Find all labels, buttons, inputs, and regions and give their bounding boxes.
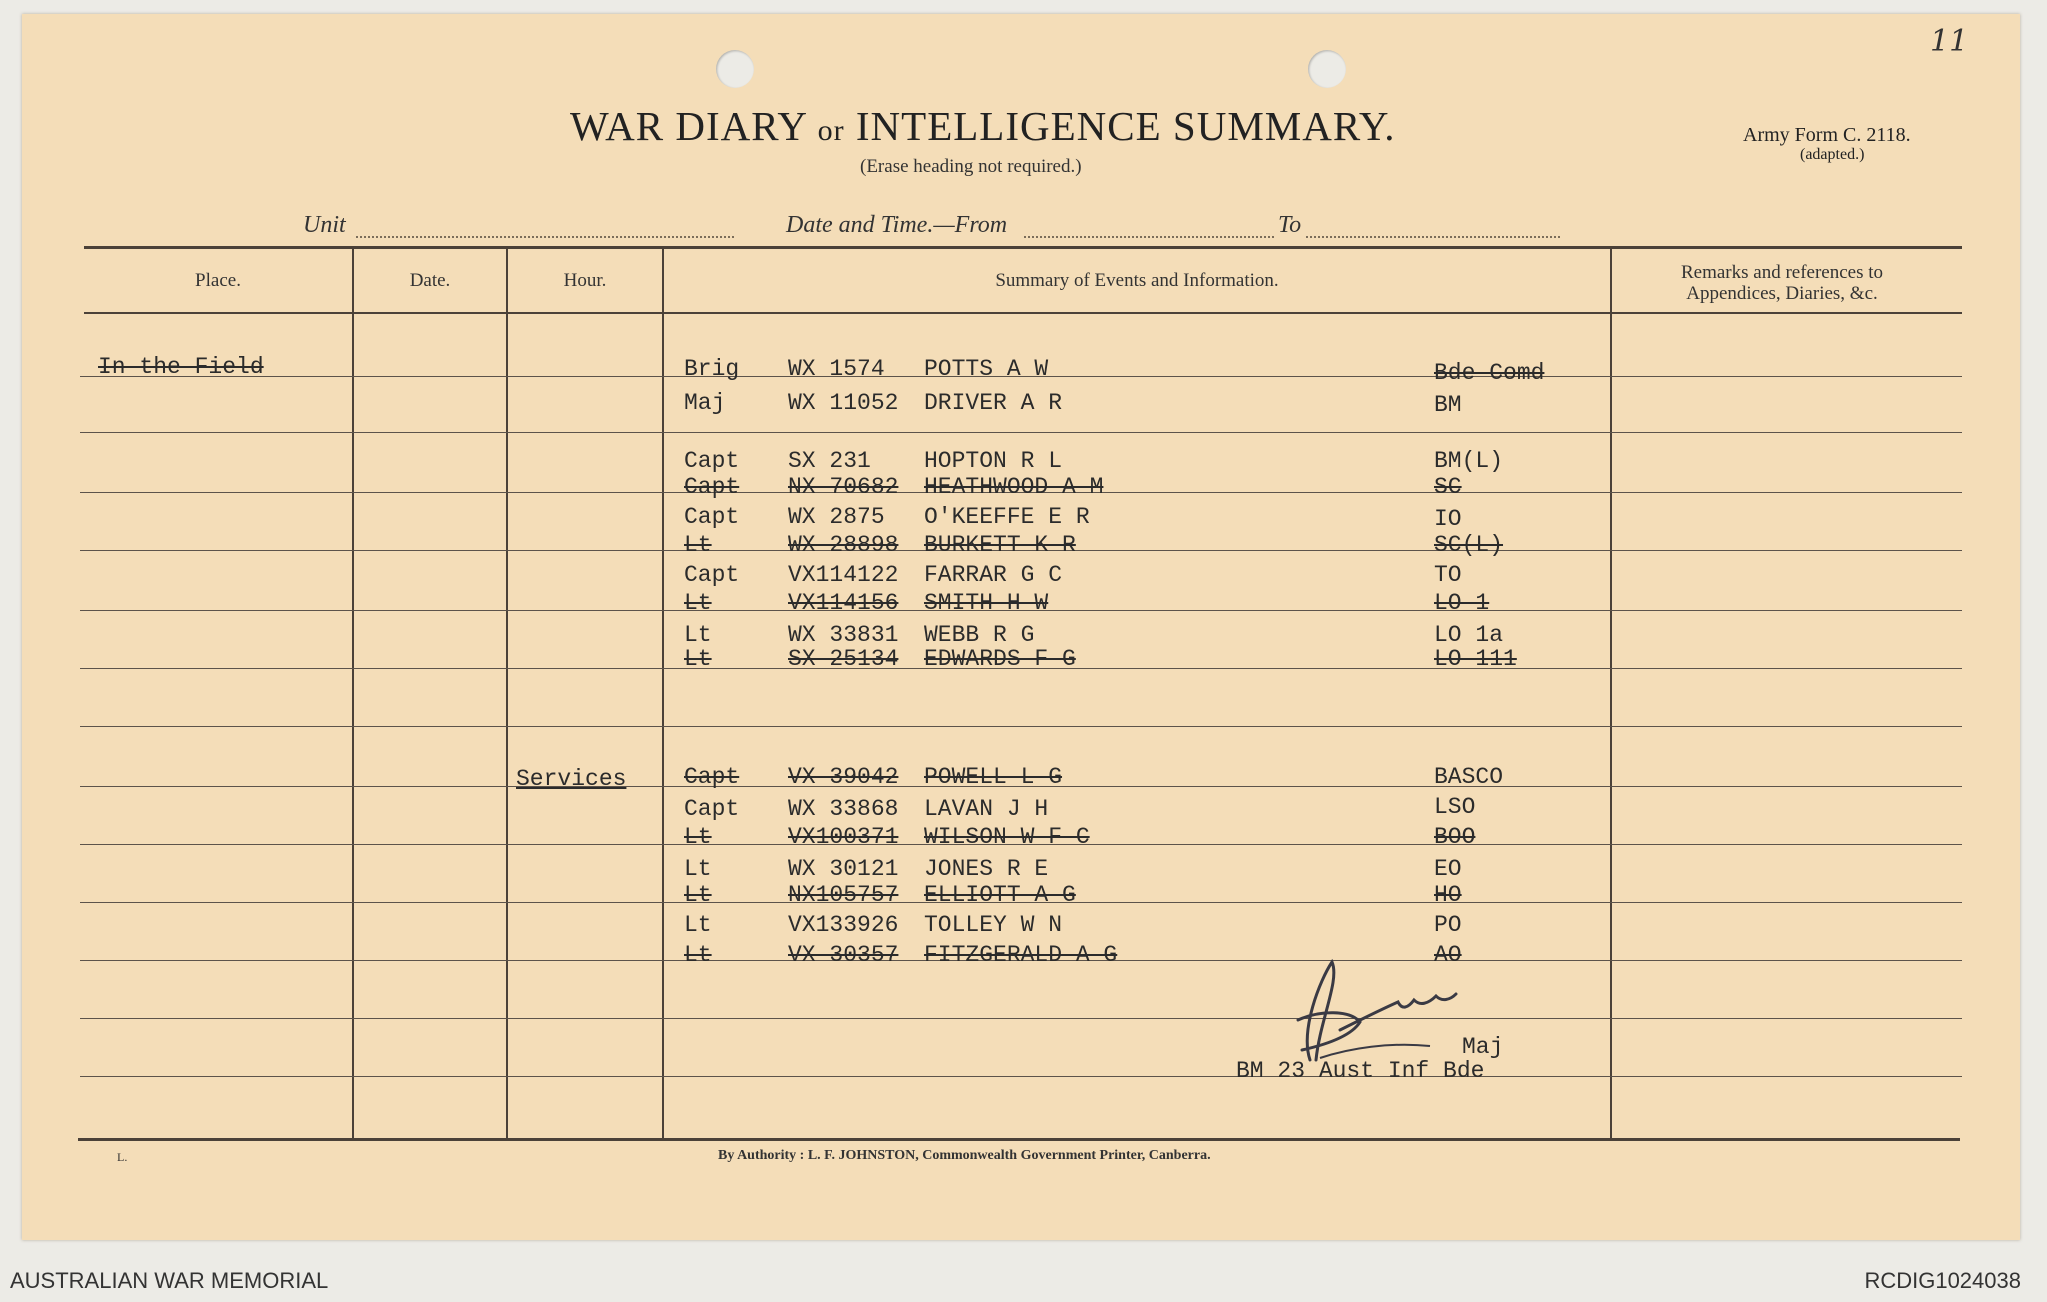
date-time-from-label: Date and Time.—From [786, 212, 1008, 238]
army-form-number: Army Form C. 2118. [1743, 124, 1911, 146]
army-form-note: (adapted.) [1800, 146, 1865, 163]
handwritten-signature [1280, 950, 1480, 1070]
archive-institution: AUSTRALIAN WAR MEMORIAL [10, 1268, 329, 1293]
page-number: 11 [1930, 24, 1969, 59]
col-head-summary: Summary of Events and Information. [995, 270, 1279, 291]
services-heading: Services [516, 766, 627, 792]
archive-reference: RCDIG1024038 [1864, 1268, 2021, 1293]
col-divider-date-hour [506, 248, 508, 1138]
table-top-border [84, 246, 1962, 249]
ruled-line [80, 726, 1962, 727]
header-bottom-border [84, 312, 1962, 314]
ruled-line [80, 1076, 1962, 1077]
place-entry: In the Field [98, 354, 264, 380]
col-divider-summary-remarks [1610, 248, 1612, 1138]
col-head-remarks: Remarks and references to Appendices, Diaries, &c. [1680, 262, 1884, 304]
col-head-hour: Hour. [563, 270, 607, 291]
signatory-rank: Maj [1462, 1034, 1504, 1060]
ruled-line [80, 1018, 1962, 1019]
ruled-line [80, 432, 1962, 433]
col-divider-hour-summary [662, 248, 664, 1138]
col-head-date: Date. [409, 270, 451, 291]
col-divider-place-date [352, 248, 354, 1138]
unit-field[interactable] [356, 214, 734, 238]
punch-hole-right [1308, 50, 1346, 88]
date-to-label: To [1278, 212, 1302, 238]
footer-mark: L. [117, 1150, 128, 1164]
date-from-field[interactable] [1024, 214, 1274, 238]
col-head-place: Place. [195, 270, 241, 291]
form-title: WAR DIARY or INTELLIGENCE SUMMARY. [570, 103, 1396, 149]
printer-imprint: By Authority : L. F. JOHNSTON, Commonwealth Government Printer, Canberra. [718, 1148, 1211, 1163]
table-bottom-border [78, 1138, 1960, 1141]
form-subtitle: (Erase heading not required.) [860, 156, 1082, 177]
date-to-field[interactable] [1306, 214, 1560, 238]
unit-label: Unit [303, 212, 346, 238]
signatory-appointment: BM 23 Aust Inf Bde [1236, 1058, 1485, 1084]
punch-hole-left [716, 50, 754, 88]
